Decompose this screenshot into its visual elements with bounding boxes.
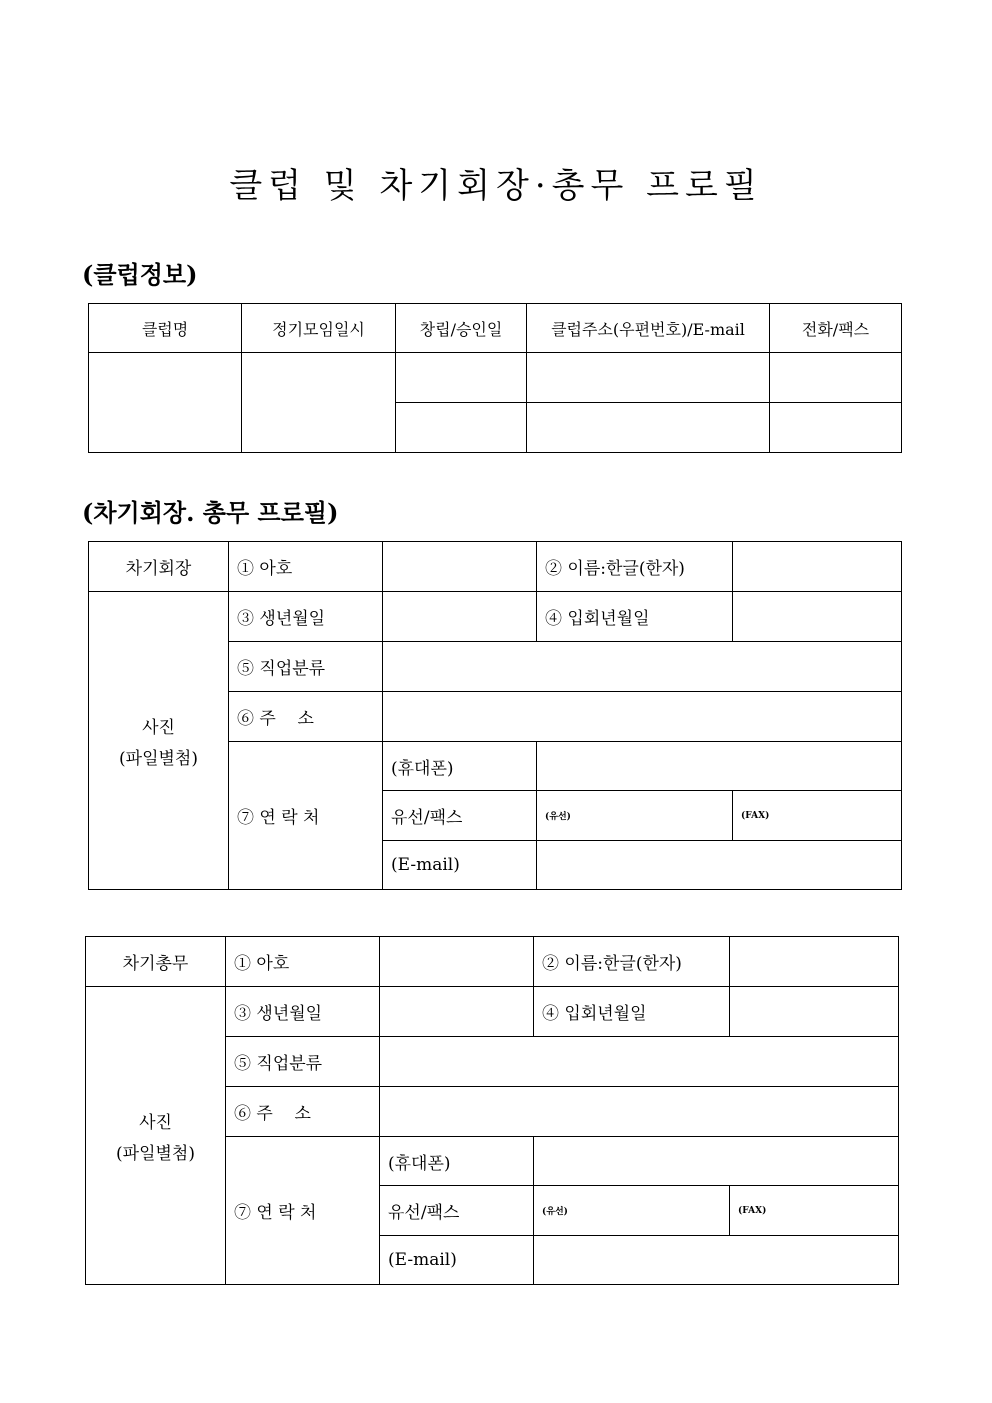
secretary-email-label: (E-mail): [380, 1236, 534, 1285]
secretary-name-field[interactable]: [730, 937, 899, 987]
president-nickname-field[interactable]: [383, 542, 537, 592]
secretary-mobile-label: (휴대폰): [380, 1137, 534, 1186]
president-birth-label: ③ 생년월일: [229, 592, 383, 642]
header-phone-fax: 전화/팩스: [770, 304, 902, 353]
president-mobile-field[interactable]: [537, 742, 902, 791]
president-landline-field[interactable]: (유선): [537, 791, 733, 841]
secretary-address-field[interactable]: [380, 1087, 899, 1137]
secretary-photo-sub: (파일별첨): [116, 1143, 195, 1164]
secretary-mobile-field[interactable]: [534, 1137, 899, 1186]
president-fax-field[interactable]: (FAX): [733, 791, 902, 841]
secretary-role-label: 차기총무: [86, 937, 226, 987]
president-birth-field[interactable]: [383, 592, 537, 642]
founding-date-cell[interactable]: [396, 353, 527, 403]
president-name-field[interactable]: [733, 542, 902, 592]
secretary-fax-field[interactable]: (FAX): [730, 1186, 899, 1236]
header-club-name: 클럽명: [89, 304, 242, 353]
secretary-nickname-label: ① 아호: [226, 937, 380, 987]
president-role-label: 차기회장: [89, 542, 229, 592]
president-join-field[interactable]: [733, 592, 902, 642]
president-name-label: ② 이름:한글(한자): [537, 542, 733, 592]
fax-cell[interactable]: [770, 403, 902, 453]
phone-cell[interactable]: [770, 353, 902, 403]
club-email-cell[interactable]: [527, 403, 770, 453]
secretary-profile-table: [85, 936, 899, 1285]
president-phone-fax-label: 유선/팩스: [383, 791, 537, 841]
header-meeting-time: 정기모임일시: [242, 304, 396, 353]
president-mobile-label: (휴대폰): [383, 742, 537, 791]
club-info-table: [88, 303, 902, 453]
president-nickname-label: ① 아호: [229, 542, 383, 592]
secretary-contact-label: ⑦ 연 락 처: [226, 1137, 380, 1285]
secretary-job-field[interactable]: [380, 1037, 899, 1087]
president-contact-label: ⑦ 연 락 처: [229, 742, 383, 890]
secretary-photo-cell[interactable]: [86, 987, 226, 1285]
president-email-field[interactable]: [537, 841, 902, 890]
secretary-phone-fax-label: 유선/팩스: [380, 1186, 534, 1236]
secretary-nickname-field[interactable]: [380, 937, 534, 987]
page-title: 클럽 및 차기회장·총무 프로필: [229, 166, 763, 206]
header-club-address: 클럽주소(우편번호)/E-mail: [527, 304, 770, 353]
header-founding-date: 창립/승인일: [396, 304, 527, 353]
president-email-label: (E-mail): [383, 841, 537, 890]
president-address-label: ⑥ 주 소: [229, 692, 383, 742]
secretary-address-label: ⑥ 주 소: [226, 1087, 380, 1137]
approval-date-cell[interactable]: [396, 403, 527, 453]
secretary-email-field[interactable]: [534, 1236, 899, 1285]
club-name-cell[interactable]: [89, 353, 242, 453]
secretary-landline-field[interactable]: (유선): [534, 1186, 730, 1236]
club-info-heading: (클럽정보): [82, 260, 198, 289]
secretary-job-label: ⑤ 직업분류: [226, 1037, 380, 1087]
secretary-photo-label: 사진: [139, 1112, 172, 1133]
president-photo-label: 사진: [142, 717, 175, 738]
president-profile-table: [88, 541, 902, 890]
president-join-label: ④ 입회년월일: [537, 592, 733, 642]
president-address-field[interactable]: [383, 692, 902, 742]
secretary-join-label: ④ 입회년월일: [534, 987, 730, 1037]
profile-heading: (차기회장. 총무 프로필): [82, 498, 339, 527]
president-job-label: ⑤ 직업분류: [229, 642, 383, 692]
president-job-field[interactable]: [383, 642, 902, 692]
meeting-time-cell[interactable]: [242, 353, 396, 453]
secretary-birth-label: ③ 생년월일: [226, 987, 380, 1037]
president-photo-cell[interactable]: [89, 592, 229, 890]
secretary-join-field[interactable]: [730, 987, 899, 1037]
secretary-name-label: ② 이름:한글(한자): [534, 937, 730, 987]
club-address-cell[interactable]: [527, 353, 770, 403]
secretary-birth-field[interactable]: [380, 987, 534, 1037]
president-photo-sub: (파일별첨): [119, 748, 198, 769]
